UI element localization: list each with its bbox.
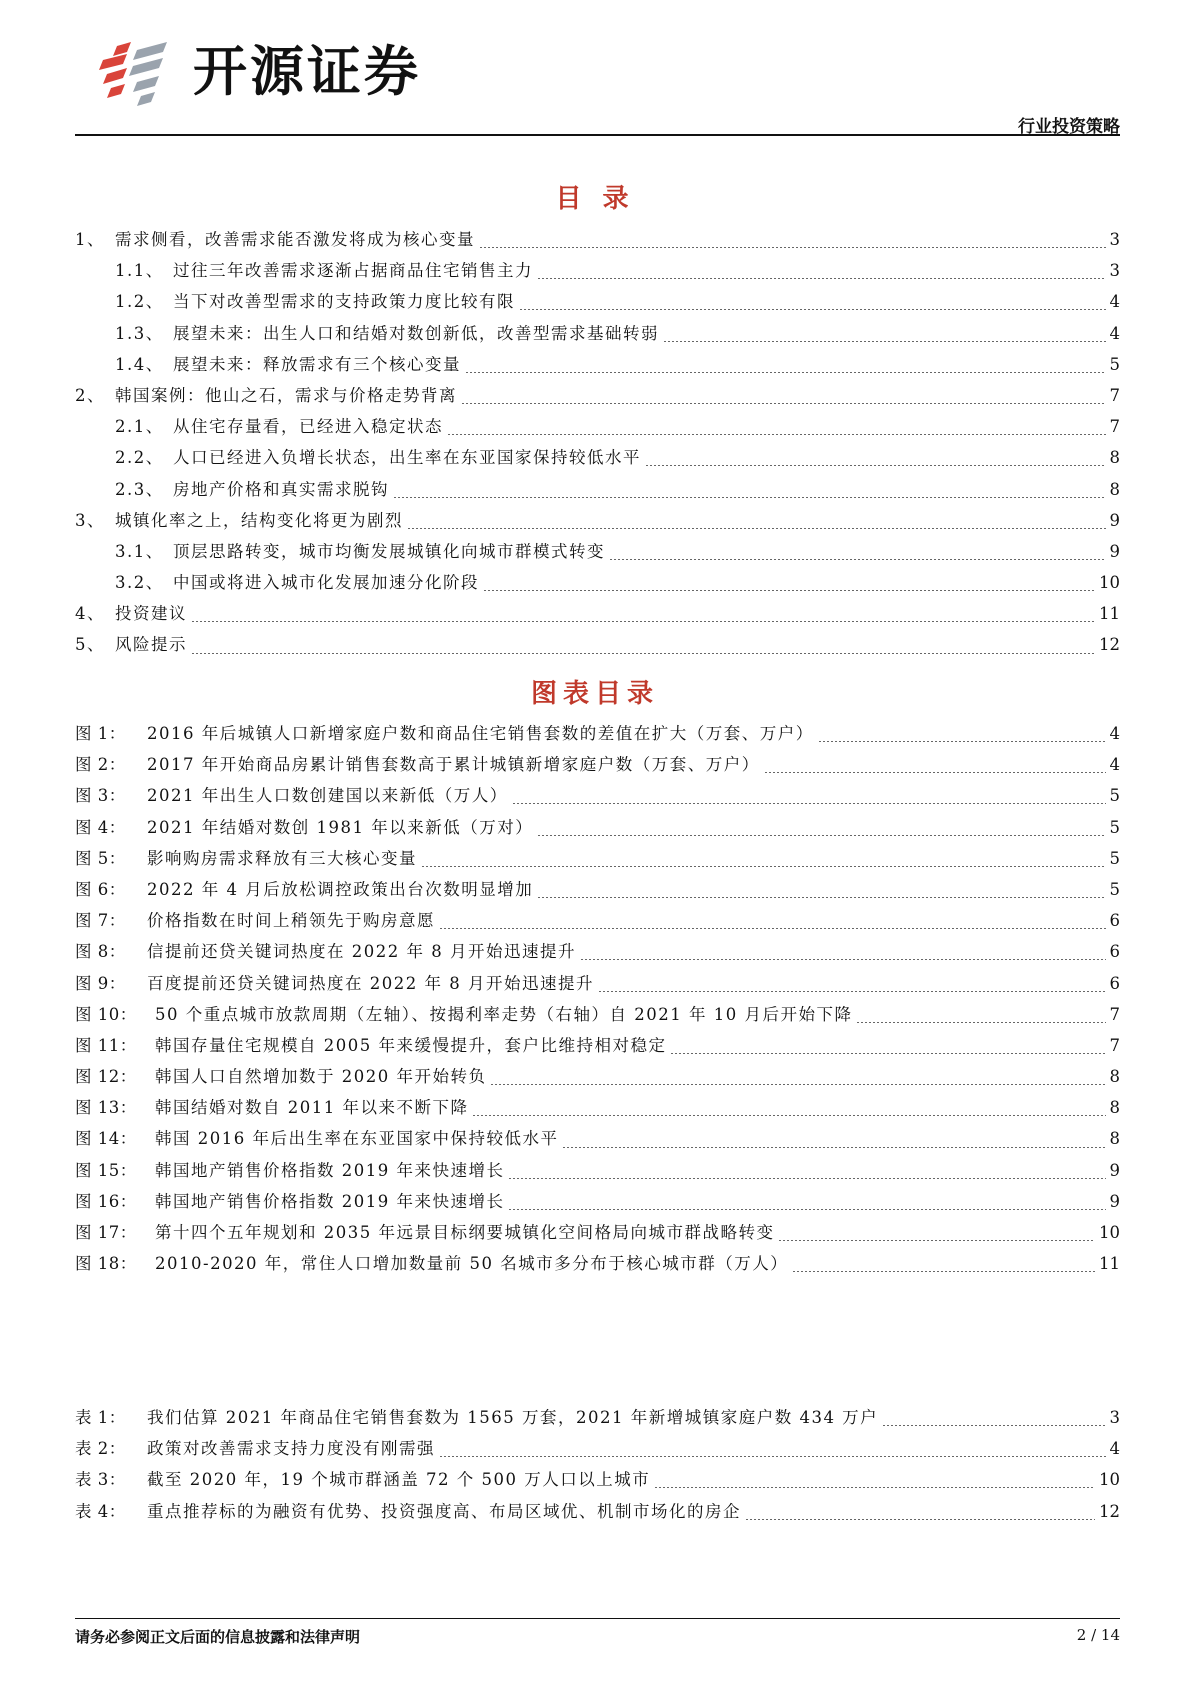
figure-entry[interactable] [75,812,1120,843]
leader-dots [537,835,1105,836]
toc-page: 8 [1109,479,1120,499]
toc-label: 顶层思路转变，城市均衡发展城镇化向城市群模式转变 [173,541,605,561]
leader-dots [778,1240,1095,1241]
figure-label: 2021 年结婚对数创 1981 年以来新低（万对） [147,817,534,837]
leader-dots [537,278,1106,279]
figure-label: 2017 年开始商品房累计销售套数高于累计城镇新增家庭户数（万套、万户） [147,755,760,775]
figure-number: 图 8： [75,942,126,962]
toc-label: 人口已经进入负增长状态，出生率在东亚国家保持较低水平 [173,448,641,468]
figure-entry[interactable] [75,1217,1120,1248]
figure-label: 价格指数在时间上稍领先于购房意愿 [147,911,435,931]
toc-number: 3.2、 [115,573,164,593]
toc-label: 需求侧看，改善需求能否激发将成为核心变量 [115,230,475,249]
leader-dots [792,1271,1095,1272]
toc-number: 5、 [75,635,105,655]
figure-page: 7 [1109,1004,1120,1024]
figure-number: 图 4： [75,817,126,837]
toc-number: 1、 [75,230,105,249]
figure-number: 图 1： [75,724,126,743]
table-number: 表 3： [75,1470,126,1490]
toc-page: 3 [1109,230,1120,249]
figure-label: 2016 年后城镇人口新增家庭户数和商品住宅销售套数的差值在扩大（万套、万户） [147,724,814,743]
toc-number: 3、 [75,510,105,530]
toc-number: 4、 [75,604,105,624]
figure-entry[interactable] [75,905,1120,936]
figure-label: 韩国结婚对数自 2011 年以来不断下降 [155,1098,469,1118]
figure-entry[interactable] [75,968,1120,999]
figure-number: 图 13： [75,1098,137,1118]
toc-label: 城镇化率之上，结构变化将更为剧烈 [115,510,403,530]
figure-page: 6 [1109,911,1120,931]
leader-dots [191,621,1095,622]
figure-label: 2022 年 4 月后放松调控政策出台次数明显增加 [147,879,534,899]
figure-page: 8 [1109,1067,1120,1087]
leader-dots [407,528,1106,529]
figure-number: 图 16： [75,1191,137,1211]
figure-page: 5 [1109,879,1120,899]
leader-dots [764,772,1106,773]
figure-entry[interactable] [75,1061,1120,1092]
figure-label: 50 个重点城市放款周期（左轴）、按揭利率走势（右轴）自 2021 年 10 月后开始下降 [155,1004,853,1024]
figure-label: 第十四个五年规划和 2035 年远景目标纲要城镇化空间格局向城市群战略转变 [155,1223,775,1242]
page-number: 2 / 14 [1076,1626,1120,1644]
figure-entry[interactable] [75,1123,1120,1154]
figure-page: 8 [1109,1129,1120,1149]
leader-dots [479,247,1106,248]
table-page: 3 [1109,1408,1120,1427]
table-entry[interactable] [75,1496,1120,1527]
page-header [75,28,1120,136]
leader-dots [461,403,1106,404]
leader-dots [191,653,1095,654]
footer-divider [75,1618,1120,1619]
table-label: 重点推荐标的为融资有优势、投资强度高、布局区域优、机制市场化的房企 [147,1501,741,1521]
leader-dots [856,1022,1105,1023]
figure-label: 信提前还贷关键词热度在 2022 年 8 月开始迅速提升 [147,942,576,962]
figure-page: 7 [1109,1035,1120,1055]
figure-number: 图 12： [75,1067,137,1087]
toc-entry[interactable] [75,255,1120,286]
figure-entry[interactable] [75,1155,1120,1186]
figure-label: 韩国地产销售价格指数 2019 年来快速增长 [155,1191,505,1211]
figure-entry[interactable] [75,1092,1120,1123]
figure-page: 6 [1109,942,1120,962]
leader-dots [580,959,1106,960]
toc-entry[interactable] [75,598,1120,629]
toc-label: 过往三年改善需求逐渐占据商品住宅销售主力 [173,261,533,281]
toc-page: 4 [1109,292,1120,312]
leader-dots [818,741,1106,742]
figure-page: 8 [1109,1098,1120,1118]
figure-label: 影响购房需求释放有三大核心变量 [147,848,417,868]
toc-entry[interactable] [75,380,1120,411]
toc-entry[interactable] [75,505,1120,536]
brand-name: 开源证券 [193,40,421,103]
leader-dots [512,803,1106,804]
toc-entry[interactable] [75,442,1120,473]
toc-page: 11 [1099,604,1120,624]
figure-number: 图 9： [75,973,126,993]
toc-number: 2.2、 [115,448,164,468]
figure-label: 2021 年出生人口数创建国以来新低（万人） [147,786,508,806]
toc-number: 2、 [75,385,105,405]
leader-dots [537,897,1105,898]
leader-dots [421,866,1106,867]
table-label: 截至 2020 年，19 个城市群涵盖 72 个 500 万人口以上城市 [147,1470,651,1490]
figure-page: 10 [1099,1223,1120,1242]
toc-page: 9 [1109,510,1120,530]
toc-page: 8 [1109,448,1120,468]
figure-number: 图 17： [75,1223,137,1242]
toc-label: 房地产价格和真实需求脱钩 [173,479,389,499]
figure-page: 5 [1109,786,1120,806]
toc-number: 1.3、 [115,323,164,343]
toc-entry[interactable] [75,536,1120,567]
toc-page: 10 [1099,573,1120,593]
figure-label: 韩国 2016 年后出生率在东亚国家中保持较低水平 [155,1129,559,1149]
table-page: 12 [1099,1501,1120,1521]
figure-entry[interactable] [75,1248,1120,1279]
toc-list [75,224,1120,661]
figure-number: 图 5： [75,848,126,868]
leader-dots [439,928,1106,929]
figure-number: 图 18： [75,1254,137,1274]
toc-page: 3 [1109,261,1120,281]
toc-number: 1.4、 [115,354,164,374]
figure-number: 图 3： [75,786,126,806]
table-number: 表 4： [75,1501,126,1521]
toc-label: 展望未来：出生人口和结婚对数创新低，改善型需求基础转弱 [173,323,659,343]
figure-number: 图 2： [75,755,126,775]
toc-entry[interactable] [75,318,1120,349]
figure-entry[interactable] [75,749,1120,780]
table-page: 4 [1109,1439,1120,1459]
figure-entry[interactable] [75,936,1120,967]
figure-number: 图 10： [75,1004,137,1024]
figure-number: 图 7： [75,911,126,931]
toc-entry[interactable] [75,224,1120,255]
toc-label: 风险提示 [115,635,187,655]
table-entry[interactable] [75,1464,1120,1495]
toc-entry[interactable] [75,567,1120,598]
figure-page: 9 [1109,1191,1120,1211]
toc-label: 投资建议 [115,604,187,624]
toc-number: 2.3、 [115,479,164,499]
leader-dots [670,1053,1105,1054]
figure-entry[interactable] [75,999,1120,1030]
figure-label: 百度提前还贷关键词热度在 2022 年 8 月开始迅速提升 [147,973,594,993]
toc-entry[interactable] [75,286,1120,317]
toc-label: 中国或将进入城市化发展加速分化阶段 [173,573,479,593]
leader-dots [508,1209,1105,1210]
toc-number: 1.1、 [115,261,164,281]
leader-dots [882,1425,1105,1426]
figure-number: 图 11： [75,1035,137,1055]
leader-dots [508,1178,1105,1179]
figure-entry[interactable] [75,780,1120,811]
toc-entry[interactable] [75,629,1120,660]
figure-number: 图 15： [75,1160,137,1180]
figure-page: 5 [1109,817,1120,837]
kaiyuan-logo-icon [97,38,177,108]
table-page: 10 [1099,1470,1120,1490]
leader-dots [447,434,1106,435]
toc-page: 7 [1109,417,1120,437]
toc-page: 12 [1099,635,1120,655]
figure-entry[interactable] [75,1030,1120,1061]
figure-entry[interactable] [75,874,1120,905]
leader-dots [472,1115,1105,1116]
figure-page: 5 [1109,848,1120,868]
figure-page: 4 [1109,755,1120,775]
toc-title: 目 录 [555,184,635,214]
figure-page: 11 [1099,1254,1120,1274]
toc-entry[interactable] [75,349,1120,380]
toc-number: 1.2、 [115,292,164,312]
table-list [75,1402,1120,1527]
table-label: 政策对改善需求支持力度没有刚需强 [147,1439,435,1459]
leader-dots [654,1487,1095,1488]
figure-label: 韩国人口自然增加数于 2020 年开始转负 [155,1067,487,1087]
document-type: 行业投资策略 [1018,117,1120,137]
figure-entry[interactable] [75,718,1120,749]
figure-label: 韩国存量住宅规模自 2005 年来缓慢提升，套户比维持相对稳定 [155,1035,667,1055]
figure-page: 4 [1109,724,1120,743]
leader-dots [645,465,1106,466]
figure-entry[interactable] [75,1186,1120,1217]
leader-dots [745,1519,1095,1520]
toc-entry[interactable] [75,411,1120,442]
leader-dots [483,590,1095,591]
figure-page: 9 [1109,1160,1120,1180]
table-number: 表 2： [75,1439,126,1459]
leader-dots [663,341,1106,342]
toc-number: 2.1、 [115,417,164,437]
toc-label: 韩国案例：他山之石，需求与价格走势背离 [115,385,457,405]
leader-dots [609,559,1106,560]
leader-dots [393,497,1106,498]
toc-label: 从住宅存量看，已经进入稳定状态 [173,417,443,437]
figure-list [75,718,1120,1279]
leader-dots [519,309,1106,310]
figure-list-title: 图表目录 [530,679,659,709]
toc-page: 7 [1109,385,1120,405]
header-divider [75,134,1120,136]
toc-page: 5 [1109,354,1120,374]
toc-number: 3.1、 [115,541,164,561]
table-entry[interactable] [75,1433,1120,1464]
figure-page: 6 [1109,973,1120,993]
table-number: 表 1： [75,1408,126,1427]
legal-disclaimer: 请务必参阅正文后面的信息披露和法律声明 [75,1628,361,1646]
toc-page: 9 [1109,541,1120,561]
leader-dots [562,1147,1105,1148]
figure-label: 2010-2020 年，常住人口增加数量前 50 名城市多分布于核心城市群（万人） [155,1254,789,1274]
leader-dots [465,372,1106,373]
toc-label: 展望未来：释放需求有三个核心变量 [173,354,461,374]
toc-label: 当下对改善型需求的支持政策力度比较有限 [173,292,515,312]
table-label: 我们估算 2021 年商品住宅销售套数为 1565 万套，2021 年新增城镇家庭户数 434 万户 [147,1408,879,1427]
leader-dots [598,991,1106,992]
figure-entry[interactable] [75,843,1120,874]
table-entry[interactable] [75,1402,1120,1433]
figure-number: 图 14： [75,1129,137,1149]
figure-number: 图 6： [75,879,126,899]
toc-page: 4 [1109,323,1120,343]
leader-dots [490,1084,1105,1085]
toc-entry[interactable] [75,474,1120,505]
leader-dots [439,1456,1106,1457]
figure-label: 韩国地产销售价格指数 2019 年来快速增长 [155,1160,505,1180]
